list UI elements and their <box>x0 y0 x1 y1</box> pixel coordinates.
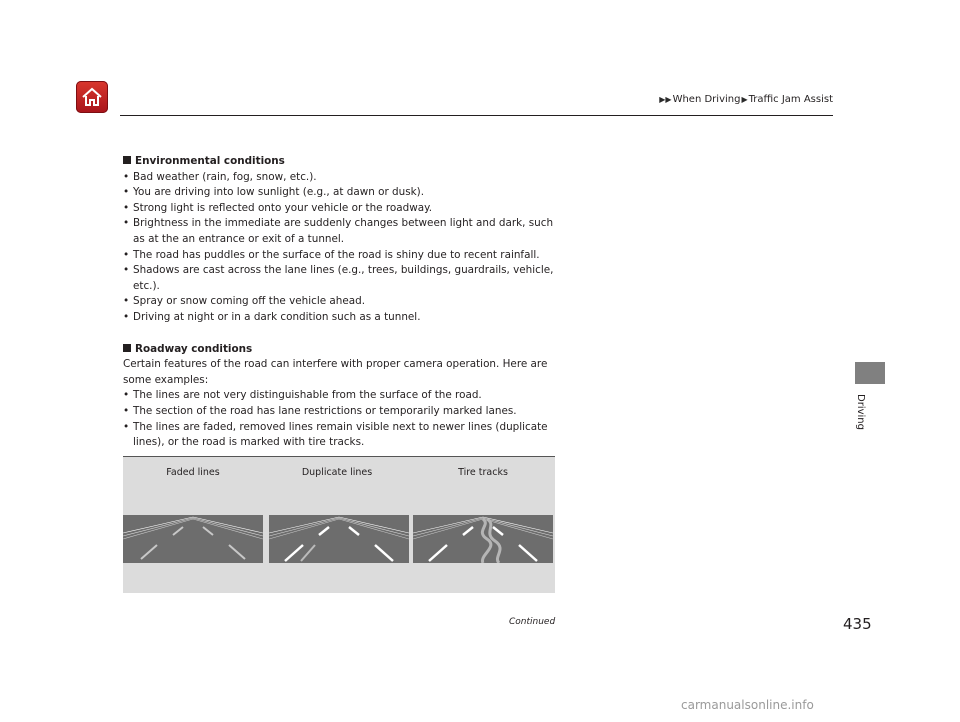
duplicate-lines-illustration <box>269 515 409 563</box>
breadcrumb-arrow-icon: ▶▶ <box>659 95 672 104</box>
breadcrumb-item-when-driving[interactable]: When Driving <box>672 94 741 105</box>
main-content <box>123 154 558 451</box>
breadcrumb <box>658 94 833 105</box>
list-item: • Bad weather (rain, fog, snow, etc.). <box>123 170 558 186</box>
faded-lines-illustration <box>123 515 263 563</box>
list-item: • Brightness in the immediate are suddenly changes between light and dark, such as at the an entrance or exit of a tunnel. <box>123 216 558 247</box>
road-conditions-figure <box>123 456 555 593</box>
list-item: • Spray or snow coming off the vehicle ahead. <box>123 294 558 310</box>
list-item: • The road has puddles or the surface of the road is shiny due to recent rainfall. <box>123 248 558 264</box>
square-bullet-icon <box>123 156 131 164</box>
environmental-list <box>123 170 558 326</box>
list-item: • The lines are faded, removed lines remain visible next to newer lines (duplicate lines), or the road is marked with tire tracks. <box>123 420 558 451</box>
section-title-roadway: Roadway conditions <box>123 342 558 358</box>
watermark: carmanualsonline.info <box>681 698 814 712</box>
list-item: • Strong light is reflected onto your vehicle or the roadway. <box>123 201 558 217</box>
tire-tracks-illustration <box>413 515 553 563</box>
list-item: • Shadows are cast across the lane lines (e.g., trees, buildings, guardrails, vehicle, etc.). <box>123 263 558 294</box>
home-button[interactable] <box>76 81 108 113</box>
section-title-environmental: Environmental conditions <box>123 154 558 170</box>
page-number: 435 <box>843 615 872 633</box>
list-item: • Driving at night or in a dark condition such as a tunnel. <box>123 310 558 326</box>
breadcrumb-arrow-icon: ▶ <box>741 95 748 104</box>
continued-note: Continued <box>509 617 556 627</box>
chapter-label: Driving <box>855 394 866 430</box>
chapter-tab[interactable] <box>855 362 885 384</box>
breadcrumb-item-traffic-jam-assist[interactable]: Traffic Jam Assist <box>748 94 833 105</box>
roadway-intro: Certain features of the road can interfere with proper camera operation. Here are some examples: <box>123 358 548 386</box>
figure-label-duplicate: Duplicate lines <box>301 467 373 478</box>
figure-label-faded: Faded lines <box>166 467 220 478</box>
home-icon <box>81 86 103 108</box>
list-item: • You are driving into low sunlight (e.g., at dawn or dusk). <box>123 185 558 201</box>
square-bullet-icon <box>123 344 131 352</box>
header-divider <box>120 115 833 116</box>
list-item: • The lines are not very distinguishable from the surface of the road. <box>123 388 558 404</box>
figure-label-tire-tracks: Tire tracks <box>458 467 508 478</box>
roadway-list <box>123 388 558 450</box>
list-item: • The section of the road has lane restrictions or temporarily marked lanes. <box>123 404 558 420</box>
